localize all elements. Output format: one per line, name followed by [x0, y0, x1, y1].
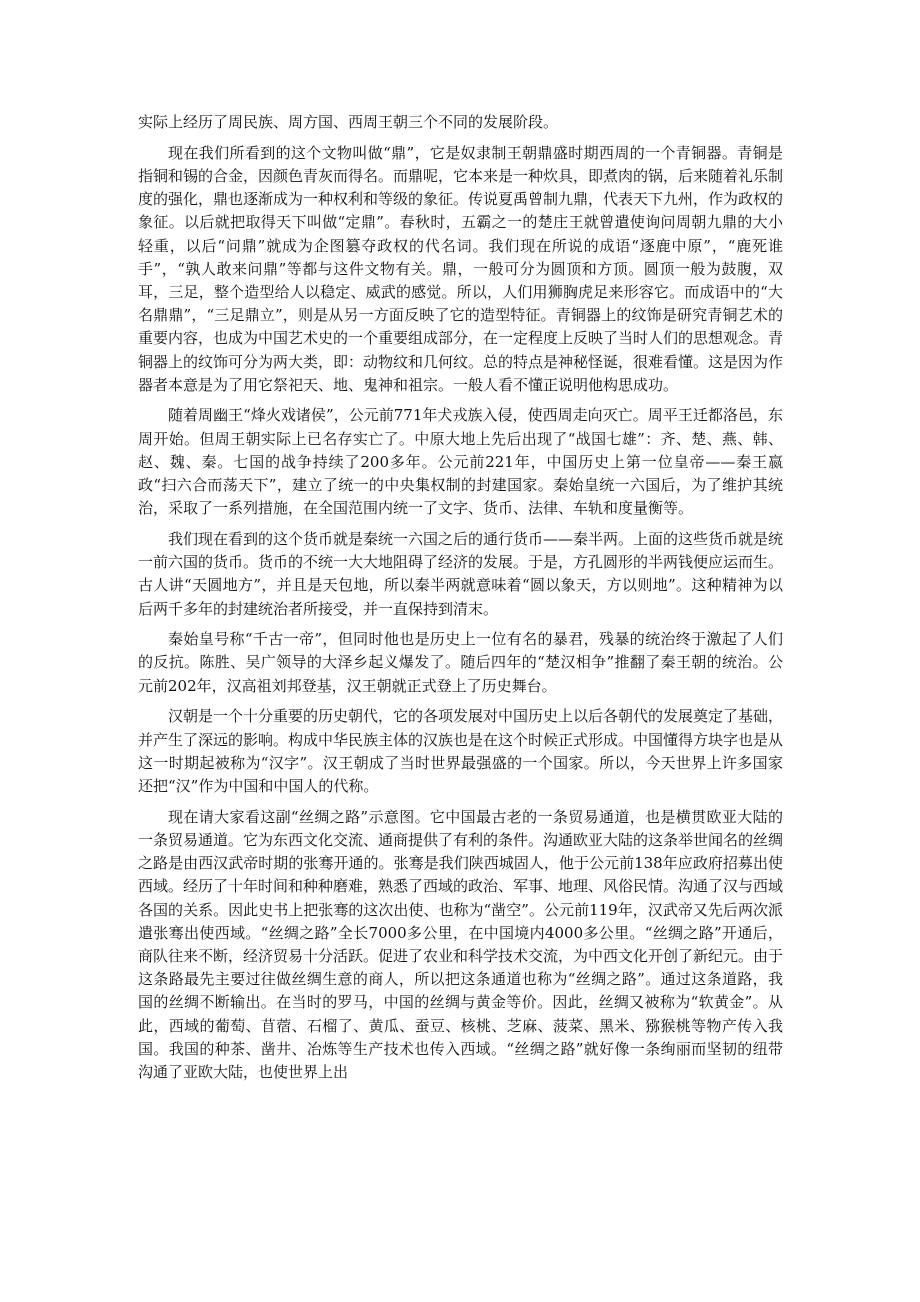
paragraph-eastern-zhou-qin: 随着周幽王“烽火戏诸侯”，公元前771年犬戎族入侵，使西周走向灭亡。周平王迁都洛邑，东周开始。但周王朝实际上已名存实亡了。中原大地上先后出现了“战国七雄”：齐、楚、燕、韩、赵、魏、秦。七国的战争持续了200多年。公元前221年，中国历史上第一位皇帝——秦王嬴政“扫六合而荡天下”，建立了统一的中央集权制的封建国家。秦始皇统一六国后，为了维护其统治，采取了一系列措施，在全国范围内统一了文字、货币、法律、车轨和度量衡等。 — [138, 406, 783, 518]
document-page — [138, 111, 783, 1092]
paragraph-silk-road: 现在请大家看这副“丝绸之路”示意图。它中国最古老的一条贸易通道，也是横贯欧亚大陆的一条贸易通道。它为东西文化交流、通商提供了有利的条件。沟通欧亚大陆的这条举世闻名的丝绸之路是由西汉武帝时期的张骞开通的。张骞是我们陕西城固人，他于公元前138年应政府招募出使西域。经历了十年时间和种种磨难，熟悉了西域的政治、军事、地理、风俗民情。沟通了汉与西域各国的关系。因此史书上把张骞的这次出使、也称为“凿空”。公元前119年，汉武帝又先后两次派遣张骞出使西域。“丝绸之路”全长7000多公里，在中国境内4000多公里。“丝绸之路”开通后，商队往来不断，经济贸易十分活跃。促进了农业和科学技术交流，为中西文化开创了新纪元。由于这条路最先主要过往做丝绸生意的商人，所以把这条通道也称为“丝绸之路”。通过这条道路，我国的丝绸不断输出。在当时的罗马，中国的丝绸与黄金等价。因此，丝绸又被称为“软黄金”。从此，西域的葡萄、苜蓿、石榴了、黄瓜、蚕豆、核桃、芝麻、菠菜、黑米、猕猴桃等物产传入我国。我国的种茶、凿井、冶炼等生产技术也传入西域。“丝绸之路”就好像一条绚丽而坚韧的纽带沟通了亚欧大陆，也使世界上出 — [138, 807, 784, 1081]
paragraph-continuation: 实际上经历了周民族、周方国、西周王朝三个不同的发展阶段。 — [138, 113, 559, 131]
paragraph-qin-banliang-coin: 我们现在看到的这个货币就是秦统一六国之后的通行货币——秦半两。上面的这些货币就是统一前六国的货币。货币的不统一大大地阻碍了经济的发展。于是，方孔圆形的半两钱便应运而生。古人讲“天圆地方”，并且是天包地，所以秦半两就意味着“圆以象天，方以则地”。这种精神为以后两千多年的封建统治者所接受，并一直保持到清末。 — [138, 529, 784, 618]
paragraph-qin-shihuang: 秦始皇号称“千古一帝”，但同时他也是历史上一位有名的暴君，残暴的统治终于激起了人们的反抗。陈胜、吴广领导的大泽乡起义爆发了。随后四年的“楚汉相争”推翻了秦王朝的统治。公元前202年，汉高祖刘邦登基，汉王朝就正式登上了历史舞台。 — [138, 630, 783, 695]
paragraph-ding-bronze: 现在我们所看到的这个文物叫做“鼎”，它是奴隶制王朝鼎盛时期西周的一个青铜器。青铜是指铜和锡的合金，因颜色青灰而得名。而鼎呢，它本来是一种炊具，即煮肉的锅，后来随着礼乐制度的强化，鼎也逐渐成为一种权利和等级的象征。传说夏禹曾制九鼎，代表天下九州，作为政权的象征。以后就把取得天下叫做“定鼎”。春秋时，五霸之一的楚庄王就曾遣使询问周朝九鼎的大小轻重，以后“问鼎”就成为企图篡夺政权的代名词。我们现在所说的成语“逐鹿中原”，“鹿死谁手”，“孰人敢来问鼎”等都与这件文物有关。鼎，一般可分为圆顶和方顶。圆顶一般为鼓腹，双耳，三足，整个造型给人以稳定、威武的感觉。所以，人们用狮胸虎足来形容它。而成语中的“大名鼎鼎”，“三足鼎立”，则是从另一方面反映了它的造型特征。青铜器上的纹饰是研究青铜艺术的重要内容，也成为中国艺术史的一个重要组成部分，在一定程度上反映了当时人们的思想观念。青铜器上的纹饰可分为两大类，即：动物纹和几何纹。总的特点是神秘怪诞，很难看懂。这是因为作器者本意是为了用它祭祀天、地、鬼神和祖宗。一般人看不懂正说明他构思成功。 — [138, 143, 784, 394]
paragraph-han-dynasty: 汉朝是一个十分重要的历史朝代，它的各项发展对中国历史上以后各朝代的发展奠定了基础，并产生了深远的影响。构成中华民族主体的汉族也是在这个时候正式形成。中国懂得方块字也是从这一时期起被称为“汉字”。汉王朝成了当时世界最强盛的一个国家。所以，今天世界上许多国家还把“汉”作为中国和中国人的代称。 — [138, 707, 784, 795]
